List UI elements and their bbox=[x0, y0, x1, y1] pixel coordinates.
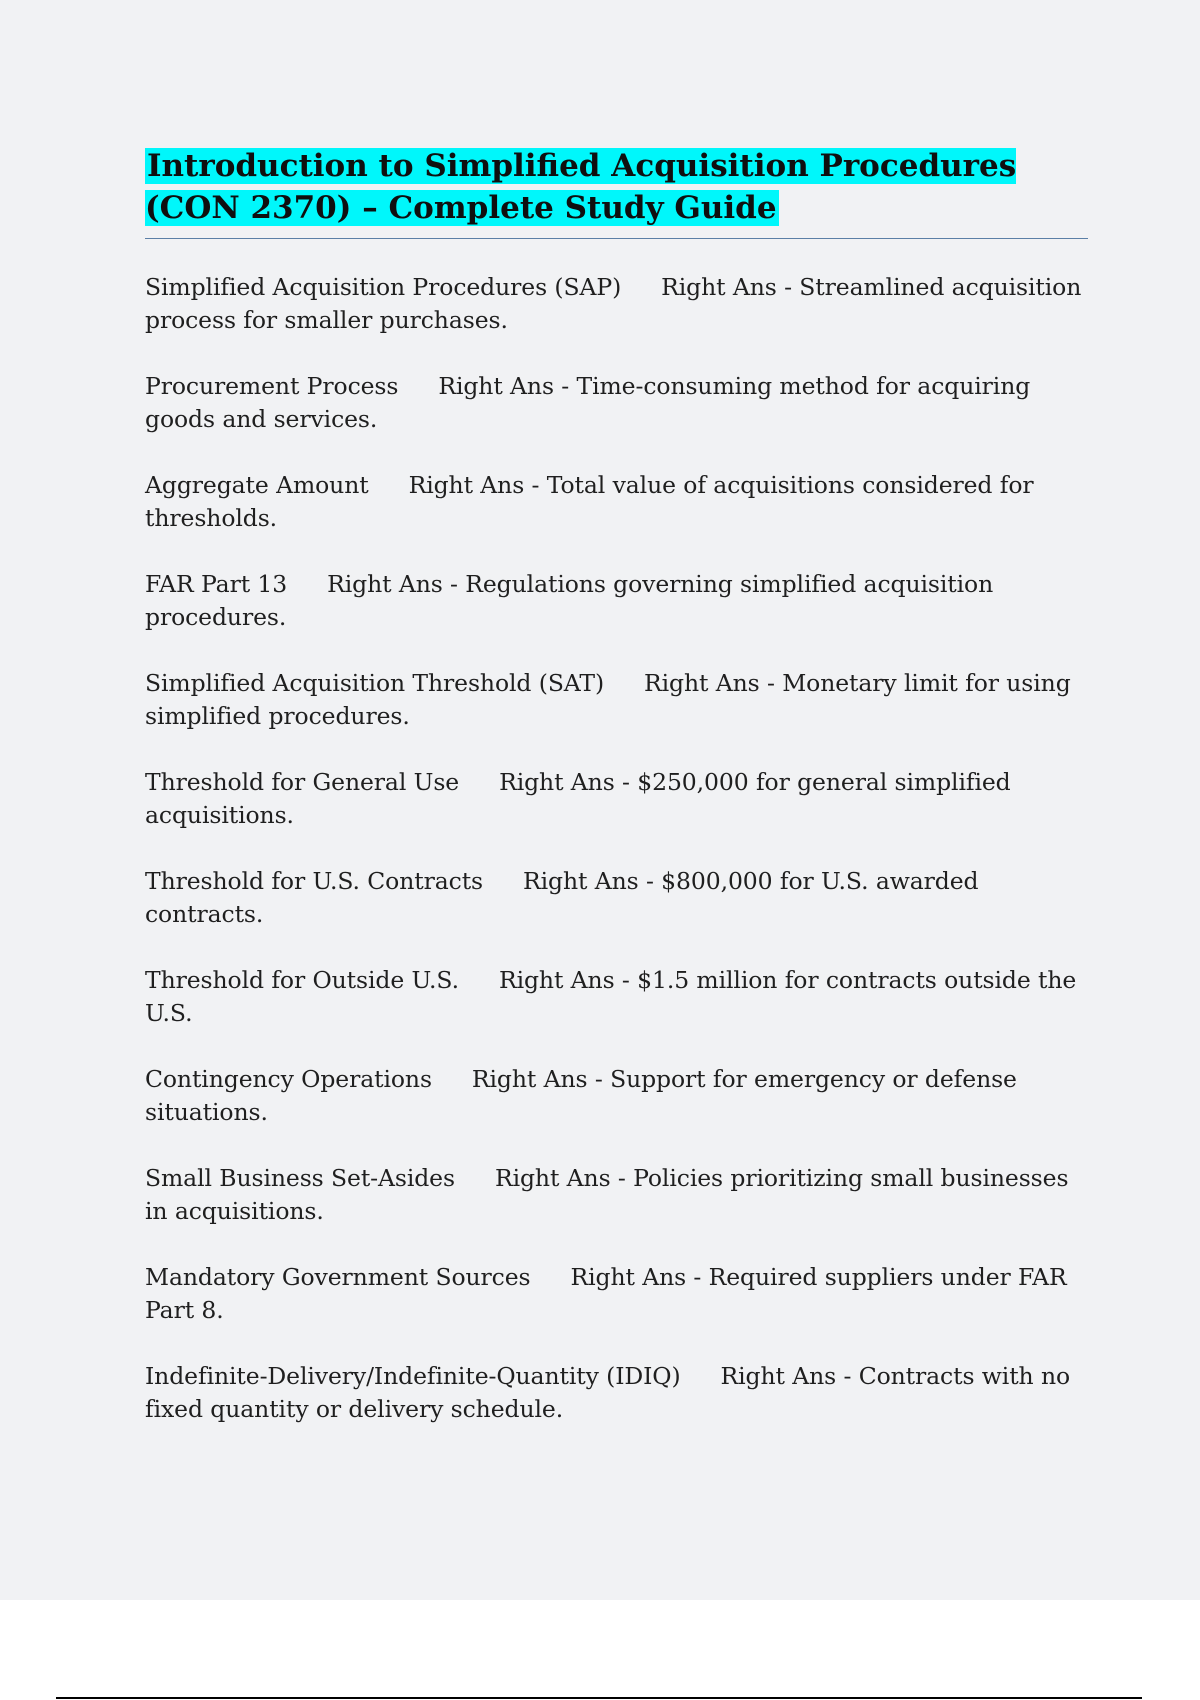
document-content bbox=[145, 145, 1088, 1459]
qa-answer: Right Ans - Policies prioritizing small businesses in acquisitions. bbox=[145, 1164, 1069, 1225]
qa-list bbox=[145, 271, 1088, 1426]
qa-term: FAR Part 13 bbox=[145, 570, 288, 598]
qa-term: Threshold for General Use bbox=[145, 768, 460, 796]
qa-term: Threshold for Outside U.S. bbox=[145, 966, 459, 994]
title-highlight: Introduction to Simplified Acquisition Procedures (CON 2370) – Complete Study Guide bbox=[145, 148, 1017, 226]
qa-item bbox=[145, 370, 1088, 436]
qa-answer: Right Ans - Streamlined acquisition process for smaller purchases. bbox=[145, 273, 1082, 334]
qa-item bbox=[145, 1360, 1088, 1426]
qa-term: Simplified Acquisition Procedures (SAP) bbox=[145, 273, 622, 301]
qa-item bbox=[145, 271, 1088, 337]
qa-answer: Right Ans - Contracts with no fixed quantity or delivery schedule. bbox=[145, 1362, 1071, 1423]
qa-term: Simplified Acquisition Threshold (SAT) bbox=[145, 669, 605, 697]
qa-item bbox=[145, 568, 1088, 634]
qa-answer: Right Ans - Time-consuming method for acquiring goods and services. bbox=[145, 372, 1031, 433]
qa-term: Procurement Process bbox=[145, 372, 399, 400]
qa-term: Mandatory Government Sources bbox=[145, 1263, 531, 1291]
qa-answer: Right Ans - Regulations governing simplified acquisition procedures. bbox=[145, 570, 994, 631]
qa-item bbox=[145, 964, 1088, 1030]
qa-item bbox=[145, 1063, 1088, 1129]
qa-answer: Right Ans - Support for emergency or defense situations. bbox=[145, 1065, 1017, 1126]
qa-answer: Right Ans - $800,000 for U.S. awarded contracts. bbox=[145, 867, 979, 928]
qa-item bbox=[145, 766, 1088, 832]
qa-item bbox=[145, 1162, 1088, 1228]
qa-answer: Right Ans - $1.5 million for contracts outside the U.S. bbox=[145, 966, 1077, 1027]
qa-term: Small Business Set-Asides bbox=[145, 1164, 455, 1192]
qa-term: Indefinite-Delivery/Indefinite-Quantity (IDIQ) bbox=[145, 1362, 681, 1390]
qa-term: Aggregate Amount bbox=[145, 471, 369, 499]
qa-item bbox=[145, 865, 1088, 931]
qa-answer: Right Ans - $250,000 for general simplified acquisitions. bbox=[145, 768, 1011, 829]
qa-answer: Right Ans - Total value of acquisitions considered for thresholds. bbox=[145, 471, 1034, 532]
qa-answer: Right Ans - Required suppliers under FAR Part 8. bbox=[145, 1263, 1067, 1324]
footer-divider bbox=[56, 1697, 1142, 1699]
qa-item bbox=[145, 1261, 1088, 1327]
document-title bbox=[145, 145, 1088, 239]
qa-answer: Right Ans - Monetary limit for using simplified procedures. bbox=[145, 669, 1071, 730]
qa-item bbox=[145, 667, 1088, 733]
qa-term: Contingency Operations bbox=[145, 1065, 432, 1093]
qa-item bbox=[145, 469, 1088, 535]
qa-term: Threshold for U.S. Contracts bbox=[145, 867, 484, 895]
